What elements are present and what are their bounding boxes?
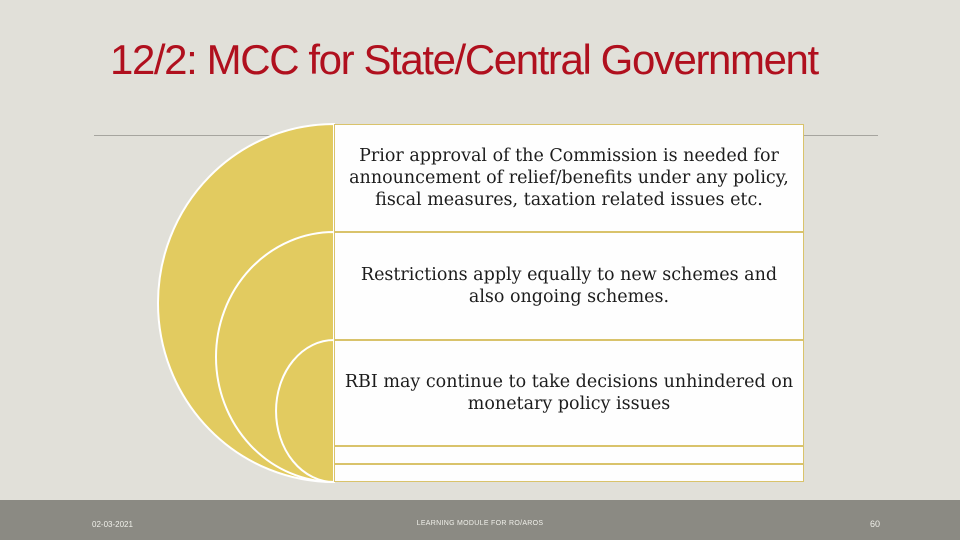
point-text-1: Prior approval of the Commission is needed for announcement of relief/benefits under any policy, fiscal measures, taxation related issues etc.: [349, 146, 789, 210]
empty-box-5: [334, 464, 804, 482]
point-box-2: [334, 232, 804, 340]
page-number: 60: [869, 519, 880, 529]
slide-title: 12/2: MCC for State/Central Government: [110, 36, 818, 83]
point-box-1: [334, 124, 804, 232]
point-text-2: Restrictions apply equally to new schemes and also ongoing schemes.: [360, 265, 778, 307]
point-text-3: RBI may continue to take decisions unhindered on monetary policy issues: [344, 372, 794, 414]
footer-module-label: LEARNING MODULE FOR RO/AROS: [416, 520, 544, 527]
point-box-3: [334, 340, 804, 446]
footer-date: 02-03-2021: [92, 520, 133, 529]
empty-box-4: [334, 446, 804, 464]
